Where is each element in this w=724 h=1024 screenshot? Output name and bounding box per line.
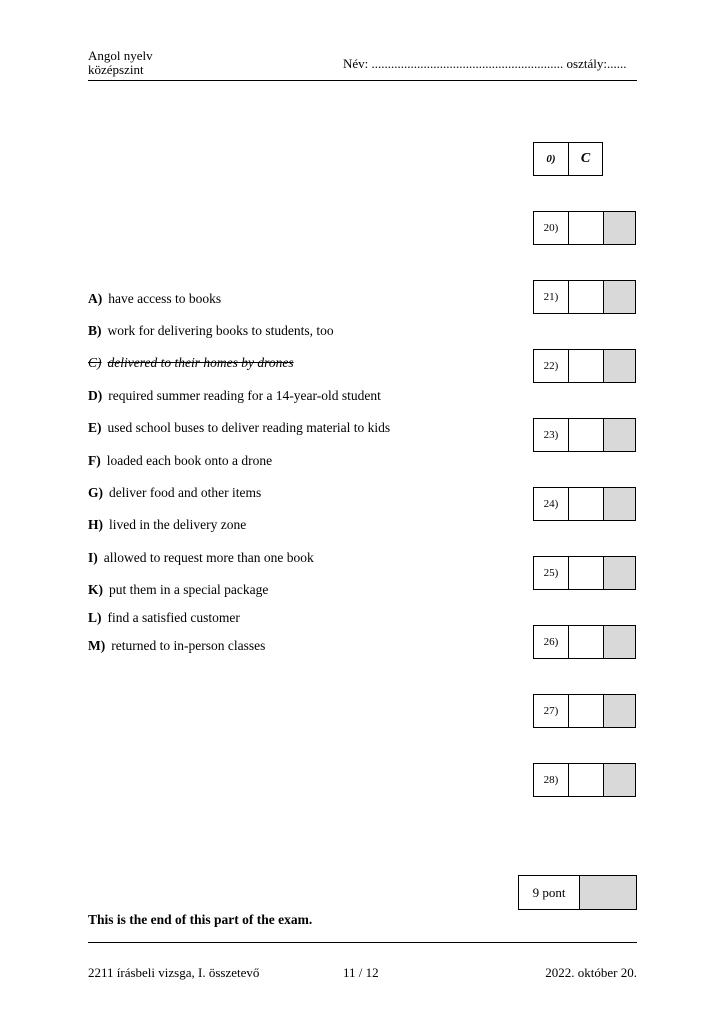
option-text: returned to in-person classes xyxy=(111,638,266,653)
answer-row xyxy=(533,211,636,245)
footer-exam-code: 2211 írásbeli vizsga, I. összetevő xyxy=(88,965,260,980)
score-cell xyxy=(604,281,635,313)
question-number: 20) xyxy=(534,212,569,244)
footer-date: 2022. október 20. xyxy=(545,965,637,980)
option-item xyxy=(88,582,268,598)
name-class-field: Név: ........................................................... osztály:...... xyxy=(343,56,627,71)
option-letter: K) xyxy=(88,582,103,597)
option-text: used school buses to deliver reading material to kids xyxy=(107,420,391,435)
option-item xyxy=(88,355,294,371)
option-letter: H) xyxy=(88,517,103,532)
option-letter: F) xyxy=(88,453,101,468)
option-text: find a satisfied customer xyxy=(107,610,240,625)
option-letter: L) xyxy=(88,610,102,625)
subject-line-2: középszint xyxy=(88,62,144,77)
option-item xyxy=(88,323,334,339)
option-text: work for delivering books to students, too xyxy=(107,323,334,338)
question-number: 27) xyxy=(534,695,569,727)
option-text: loaded each book onto a drone xyxy=(106,453,273,468)
answer-row xyxy=(533,763,636,797)
question-number: 21) xyxy=(534,281,569,313)
total-score-box xyxy=(518,875,637,910)
answer-row xyxy=(533,625,636,659)
answer-row xyxy=(533,556,636,590)
option-letter: M) xyxy=(88,638,106,653)
option-text: allowed to request more than one book xyxy=(103,550,314,565)
score-label: 9 pont xyxy=(519,876,580,909)
option-item xyxy=(88,388,381,404)
exam-subject xyxy=(88,49,153,77)
answer-cell[interactable] xyxy=(569,350,604,382)
option-item xyxy=(88,485,261,501)
question-number: 24) xyxy=(534,488,569,520)
answer-cell[interactable] xyxy=(569,695,604,727)
answer-row xyxy=(533,349,636,383)
option-item xyxy=(88,550,314,566)
option-letter: D) xyxy=(88,388,103,403)
score-cell xyxy=(604,557,635,589)
option-item xyxy=(88,517,246,533)
answer-cell[interactable] xyxy=(569,212,604,244)
option-item xyxy=(88,420,390,436)
subject-line-1: Angol nyelv xyxy=(88,48,153,63)
score-cell xyxy=(604,419,635,451)
score-cell xyxy=(604,488,635,520)
answer-row xyxy=(533,694,636,728)
question-number: 26) xyxy=(534,626,569,658)
score-cell xyxy=(604,764,635,796)
header-divider xyxy=(88,80,637,81)
option-item xyxy=(88,610,240,626)
option-text: required summer reading for a 14-year-old student xyxy=(108,388,381,403)
score-cell xyxy=(604,350,635,382)
option-text: lived in the delivery zone xyxy=(109,517,247,532)
option-item xyxy=(88,638,265,654)
option-item xyxy=(88,453,272,469)
end-of-part-note: This is the end of this part of the exam. xyxy=(88,912,313,927)
option-letter: I) xyxy=(88,550,98,565)
option-letter: G) xyxy=(88,485,103,500)
answer-cell[interactable] xyxy=(569,626,604,658)
footer-page-number: 11 / 12 xyxy=(343,965,379,980)
option-text: have access to books xyxy=(108,291,222,306)
footer-divider xyxy=(88,942,637,943)
option-letter: E) xyxy=(88,420,102,435)
score-cell xyxy=(604,695,635,727)
answer-row xyxy=(533,487,636,521)
answer-cell[interactable] xyxy=(569,281,604,313)
question-number: 22) xyxy=(534,350,569,382)
option-item xyxy=(88,291,221,307)
answer-row xyxy=(533,280,636,314)
answer-cell[interactable] xyxy=(569,419,604,451)
option-text: deliver food and other items xyxy=(109,485,262,500)
answer-cell[interactable] xyxy=(569,488,604,520)
question-number: 25) xyxy=(534,557,569,589)
example-number: 0) xyxy=(534,143,569,175)
question-number: 23) xyxy=(534,419,569,451)
option-letter: B) xyxy=(88,323,102,338)
score-cell xyxy=(604,626,635,658)
example-answer-box xyxy=(533,142,603,176)
answer-cell[interactable] xyxy=(569,557,604,589)
option-letter: C) xyxy=(88,355,102,370)
option-letter: A) xyxy=(88,291,103,306)
option-text: delivered to their homes by drones xyxy=(107,355,294,370)
answer-row xyxy=(533,418,636,452)
score-cell xyxy=(604,212,635,244)
score-cell xyxy=(580,876,636,909)
example-answer: C xyxy=(580,151,591,166)
answer-cell[interactable] xyxy=(569,764,604,796)
question-number: 28) xyxy=(534,764,569,796)
option-text: put them in a special package xyxy=(109,582,269,597)
